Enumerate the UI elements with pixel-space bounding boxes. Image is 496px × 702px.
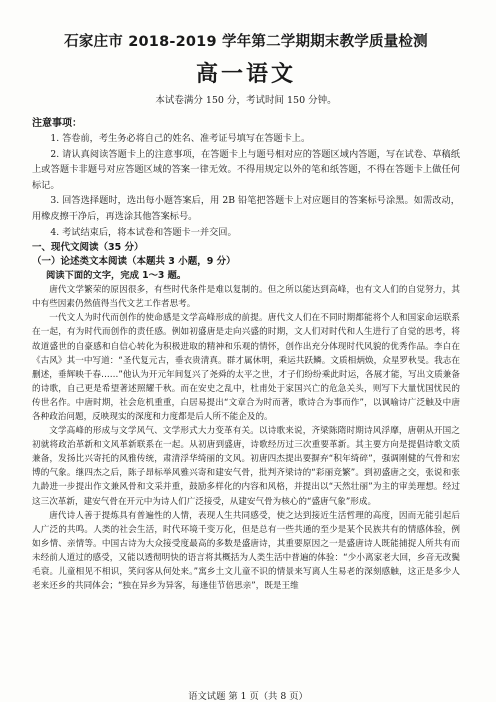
score-line: 本试卷满分 150 分，考试时间 150 分钟。 bbox=[155, 95, 337, 106]
notice-title: 注意事项： bbox=[32, 118, 82, 129]
page-footer: 语文试题 第 1 页（共 8 页） bbox=[188, 691, 308, 702]
section-title: 一、现代文阅读（35 分） bbox=[32, 242, 144, 254]
passage-paragraph-1: 唐代文学繁荣的原因很多，有些时代条件是难以复制的。但之所以能达到高峰，也有文人们的自觉努力，其中有些因素仍然值得当代文艺工作者思考。 bbox=[32, 285, 460, 310]
subject-title: 高一语文 bbox=[195, 62, 296, 87]
subsection-title: （一）论述类文本阅读（本题共 3 小题，9 分） bbox=[32, 256, 236, 268]
reading-instruction: 阅读下面的文字，完成 1～3 题。 bbox=[45, 270, 187, 282]
notice-item-3: 3. 回答选择题时，选出每小题答案后，用 2B 铅笔把答题卡上对应题目的答案标号涂黑。如需改动，用橡皮擦干净后，再选涂其他答案标号。 bbox=[32, 195, 460, 222]
passage-paragraph-4: 唐代诗人善于提炼具有普遍性的人情，表现人生共同感受，使之达到接近生活哲理的高度，因而无能引起后人广泛的共鸣。人类的社会生活，时代环境千变万化，但是总有一些共通的至少是某个民族共有的情感体验，例如乡情、亲情等。中国古诗为大众接受度最高的多数是盛唐诗，其重要原因之一是盛唐诗人既能捕捉人所共有而未经前人道过的感受，又能以透彻明快的语言将其概括为人类生活中普遍的体验：“少小离家老大回，乡音无改鬓毛衰。儿童相见不相识，笑问客从何处来。”寓乡土文儿童不识的情景来写离人生易老的深刻感触，这正是多少人老来还乡的共同体会；“独在异乡为异客，每逢佳节倍思亲”，既是王维 bbox=[32, 510, 460, 592]
passage-paragraph-2: 一代文人为时代而创作的使命感是文学高峰形成的前提。唐代文人们在不同时期都能将个人和国家命运联系在一起，有为时代而创作的责任感。例如初盛唐是走向兴盛的时期，文人们对时代和人生进行了自觉的思考，将故道盛世的自豪感和自信心转化为积极进取的精神和乐观的情怀，创作出充分体现时代风貌的优秀作品。李白在《古风》其一中写道：“圣代复元古，垂衣贵清真。群才属休明，乘运共跃鳞。文质相炳焕，众星罗秋旻。我志在删述，垂辉映千春……”他认为开元年间复兴了尧舜的太平之世，才子们纷纷乘此时运，各展才能，写出文质兼备的诗歌，自己更是希望著述照耀千秋。而在安史之乱中，杜甫处于家国兴亡的危急关头，则写下大量忧国忧民的传世名作。中唐时期，社会危机重重，白居易提出“文章合为时而著，歌诗合为事而作”，以讽喻诗广泛触及中唐各种政治问题，反映现实的深度和力度都是后人所不能企及的。 bbox=[32, 313, 460, 422]
notice-item-1: 1. 答卷前，考生务必将自己的姓名、准考证号填写在答题卡上。 bbox=[50, 133, 311, 144]
notice-item-2: 2. 请认真阅读答题卡上的注意事项，在答题卡上与题号相对应的答题区域内答题，写在试卷、草稿纸上或答题卡非题号对应答题区域的答案一律无效。不得用规定以外的笔和纸答题，不得在答题卡上做任何标记。 bbox=[32, 148, 460, 191]
exam-title: 石家庄市 2018-2019 学年第二学期期末教学质量检测 bbox=[64, 34, 428, 50]
passage-paragraph-3: 文学高峰的形成与文学风气、文学形式大力变革有关。以诗歌来说，齐梁陈隋时期诗风浮靡，唐朝从开国之初就将政治革新和文风革新联系在一起。从初唐到盛唐，诗歌经历过三次重要革新。其主要方向是提倡诗歌文质兼备，发扬比兴寄托的风雅传统，肃清浮华绮丽的文风。初唐四杰提出要摒弃“积年绮碎”，强调刚健的气骨和宏博的气象。继四杰之后，陈子昂标举风雅兴寄和建安气骨，批判齐梁诗的“彩丽竞繁”。到初盛唐之交，张说和张九龄进一步提出作文兼风骨和文采并重，鼓励多样化的内容和风格，并提出以“天然壮丽”为主的审美理想。经过这三次革新，建安气骨在开元中为诗人们广泛接受，从建安气骨为核心的“盛唐气象”形成。 bbox=[32, 426, 460, 507]
notice-item-4: 4. 考试结束后，将本试卷和答题卡一并交回。 bbox=[50, 226, 237, 238]
